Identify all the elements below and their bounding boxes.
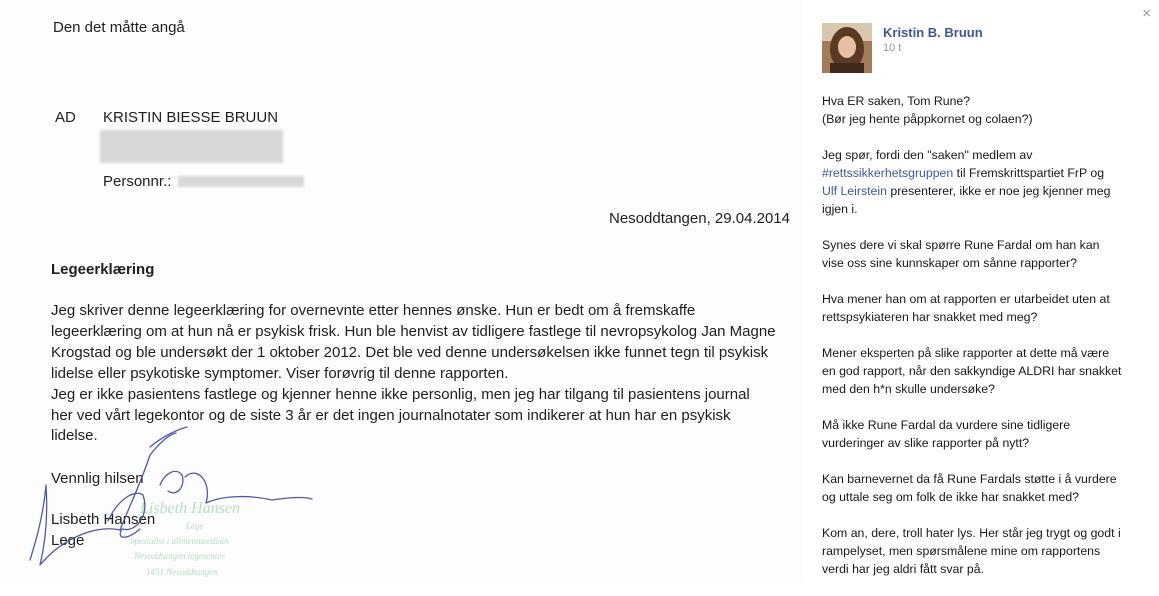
doc-place-date: Nesoddtangen, 29.04.2014 — [609, 210, 790, 227]
doc-body-line: her ved vårt legekontor og de siste 3 år er det ingen journalnotater som indikerer at hun har en psykisk — [51, 406, 731, 424]
post-line — [822, 182, 1152, 200]
redacted-personnr — [178, 176, 304, 187]
svg-text:Lege: Lege — [186, 521, 204, 531]
doc-body-line: legeerklæring om at hun nå er psykisk frisk. Hun ble henvist av tidligere fastlege til nevropsykolog Jan Magne — [51, 322, 776, 340]
hashtag-link[interactable]: #rettssikkerhetsgruppen — [822, 166, 954, 180]
redacted-address — [100, 130, 283, 163]
close-icon[interactable]: × — [1142, 5, 1151, 22]
post-line: Må ikke Rune Fardal da vurdere sine tidligere — [822, 418, 1071, 432]
post-line: Jeg spør, fordi den "saken" medlem av — [822, 148, 1033, 162]
doc-ad-label: AD — [55, 109, 76, 126]
doc-body-line: lidelse eller psykotiske symptomer. Viser forøvrig til denne rapporten. — [51, 364, 509, 382]
doc-body-line: Jeg er ikke pasientens fastlege og kjenner henne ikke personlig, men jeg har tilgang til pasientens journal — [51, 385, 750, 403]
avatar-image — [822, 23, 872, 73]
mention-link[interactable]: Ulf Leirstein — [822, 184, 887, 198]
post-line: Kom an, dere, troll hater lys. Her står jeg trygt og godt i — [822, 526, 1121, 540]
doc-body-line: Jeg skriver denne legeerklæring for overnevnte etter hennes ønske. Hun er bedt om å fremskaffe — [51, 302, 696, 319]
post-line: Hva ER saken, Tom Rune? — [822, 94, 971, 108]
doc-signer-name: Lisbeth Hansen — [51, 511, 156, 528]
post-line: vurderinger av slike rapporter på nytt? — [822, 436, 1030, 450]
post-paragraph — [822, 416, 1152, 452]
post-line: Mener eksperten på slike rapporter at dette må være — [822, 346, 1110, 360]
doc-heading: Legeerklæring — [51, 261, 155, 278]
avatar[interactable] — [822, 23, 872, 73]
post-line: Kan barnevernet da få Rune Fardals støtte i å vurdere — [822, 472, 1117, 486]
post-paragraph — [822, 524, 1152, 578]
post-line-text: til Fremskrittspartiet FrP og — [953, 166, 1105, 180]
post-line: Hva mener han om at rapporten er utarbeidet uten at — [822, 292, 1110, 306]
post-line: og uttale seg om folk de ikke har snakket med? — [822, 490, 1080, 504]
post-paragraph — [822, 344, 1152, 398]
doc-salutation: Den det måtte angå — [53, 19, 185, 36]
doc-signer-title: Lege — [51, 532, 85, 549]
post-paragraph — [822, 236, 1152, 272]
post-line: vise oss sine kunnskaper om sånne rapporter? — [822, 256, 1077, 270]
doc-body-line: lidelse. — [51, 427, 98, 445]
post-paragraph — [822, 290, 1152, 326]
handwritten-signature — [10, 425, 315, 580]
post-line: (Bør jeg hente påppkornet og colaen?) — [822, 112, 1033, 126]
post-line — [822, 164, 1152, 182]
post-line: Synes dere vi skal spørre Rune Fardal om han kan — [822, 238, 1100, 252]
post-line: en god rapport, når den sakkyndige ALDRI har snakket — [822, 364, 1122, 378]
doc-body-line: Krogstad og ble undersøkt der 1 oktober 2012. Det ble ved denne undersøkelsen ikke funnet tegn til psykisk — [51, 343, 769, 361]
post-paragraph — [822, 92, 1152, 128]
svg-text:Spesialist i allmennmedisin: Spesialist i allmennmedisin — [130, 536, 229, 546]
post-paragraph — [822, 146, 1152, 218]
doc-personnr-label: Personnr.: — [103, 173, 172, 190]
post-text — [822, 92, 1152, 596]
post-line: igjen i. — [822, 202, 858, 216]
post-line-text: presenterer, ikke er noe jeg kjenner meg — [886, 184, 1111, 198]
post-line: rettspsykiateren har snakket med meg? — [822, 310, 1038, 324]
doc-closing: Vennlig hilsen — [51, 470, 144, 487]
author-name-link[interactable]: Kristin B. Bruun — [883, 25, 983, 40]
post-sidebar — [803, 0, 1159, 583]
post-line: verdi har jeg aldri fått svar på. — [822, 562, 984, 576]
post-timestamp[interactable]: 10 t — [883, 42, 902, 54]
svg-text:Nesoddtangen legesenter: Nesoddtangen legesenter — [134, 551, 225, 561]
svg-text:1451 Nesoddtangen: 1451 Nesoddtangen — [146, 567, 218, 577]
post-paragraph — [822, 470, 1152, 506]
post-line: med den h*n skulle undersøke? — [822, 382, 995, 396]
doc-patient-name: KRISTIN BIESSE BRUUN — [103, 109, 279, 126]
post-line: rampelyset, men spørsmålene mine om rapportens — [822, 544, 1101, 558]
svg-text:Lisbeth Hansen: Lisbeth Hansen — [140, 500, 240, 517]
